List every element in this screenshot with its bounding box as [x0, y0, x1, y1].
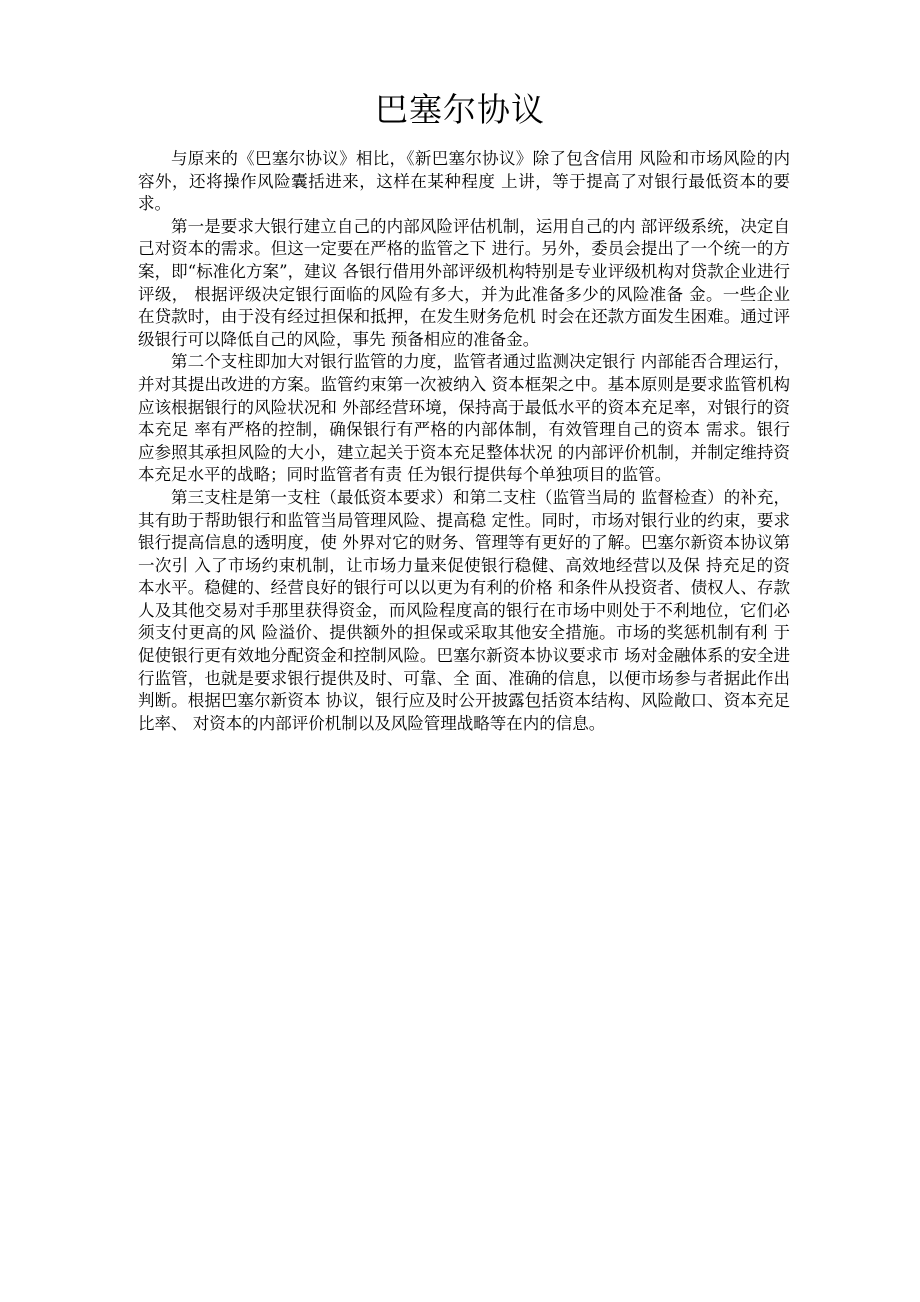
document-body — [138, 148, 790, 735]
paragraph-3: 第二个支柱即加大对银行监管的力度，监管者通过监测决定银行 内部能否合理运行，并对其提出改进的方案。监管约束第一次被纳入 资本框架之中。基本原则是要求监管机构应该根据银行的风险状况和 外部经营环境，保持高于最低水平的资本充足率，对银行的资本充足 率有严格的控制，确保银行有严格的内部体制，有效管理自己的资本 需求。银行应参照其承担风险的大小，建立起关于资本充足整体状况 的内部评价机制，并制定维持资本充足水平的战略；同时监管者有责 任为银行提供每个单独项目的监管。 — [138, 352, 790, 485]
paragraph-1: 与原来的《巴塞尔协议》相比，《新巴塞尔协议》除了包含信用 风险和市场风险的内容外，还将操作风险囊括进来，这样在某种程度 上讲，等于提高了对银行最低资本的要求。 — [138, 149, 790, 214]
paragraph-4: 第三支柱是第一支柱（最低资本要求）和第二支柱（监管当局的 监督检查）的补充，其有助于帮助银行和监管当局管理风险、提高稳 定性。同时，市场对银行业的约束，要求银行提高信息的透明度，使 外界对它的财务、管理等有更好的了解。巴塞尔新资本协议第一次引 入了市场约束机制，让市场力量来促使银行稳健、高效地经营以及保 持充足的资本水平。稳健的、经营良好的银行可以以更为有利的价格 和条件从投资者、债权人、存款人及其他交易对手那里获得资金，而风险程度高的银行在市场中则处于不利地位，它们必须支付更高的风 险溢价、提供额外的担保或采取其他安全措施。市场的奖惩机制有利 于促使银行更有效地分配资金和控制风险。巴塞尔新资本协议要求市 场对金融体系的安全进行监管，也就是要求银行提供及时、可靠、全 面、准确的信息，以便市场参与者据此作出判断。根据巴塞尔新资本 协议，银行应及时公开披露包括资本结构、风险敞口、资本充足比率、 对资本的内部评价机制以及风险管理战略等在内的信息。 — [138, 487, 790, 733]
page-title: 巴塞尔协议 — [375, 90, 545, 129]
paragraph-2: 第一是要求大银行建立自己的内部风险评估机制，运用自己的内 部评级系统，决定自己对资本的需求。但这一定要在严格的监管之下 进行。另外，委员会提出了一个统一的方案，即“标准化方案”，建议 各银行借用外部评级机构特别是专业评级机构对贷款企业进行评级， 根据评级决定银行面临的风险有多大，并为此准备多少的风险准备 金。一些企业在贷款时，由于没有经过担保和抵押，在发生财务危机 时会在还款方面发生困难。通过评级银行可以降低自己的风险，事先 预备相应的准备金。 — [138, 216, 790, 349]
